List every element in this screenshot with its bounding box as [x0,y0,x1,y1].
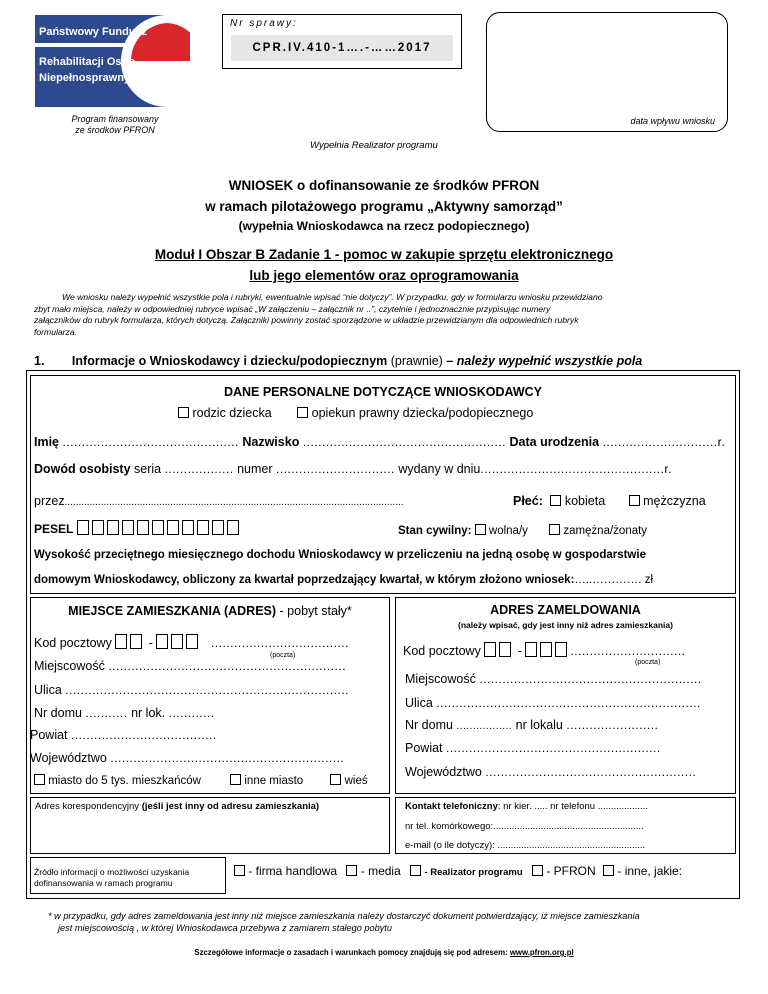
source-other-label: - inne, jakie: [617,864,683,878]
male-label: mężczyzna [643,494,706,508]
pesel-digit-box[interactable] [182,520,194,535]
guardian-checkbox[interactable] [297,407,308,418]
title-line-3: (wypełnia Wnioskodawca na rzecz podopiecznego) [238,219,530,233]
income-currency: zł [644,574,654,586]
village-label: wieś [344,775,368,787]
married-label: zamężna/żonaty [563,525,648,537]
issuer-label: przez [34,494,65,508]
footnote-line-1: * w przypadku, gdy adres zameldowania jest inny niż miejsce zamieszkania należy dostarczyć dokument potwierdzający, iż miejsce zamieszkania [48,911,640,921]
pesel-digit-box[interactable] [92,520,104,535]
id-row [34,462,672,476]
registered-postal-label: Kod pocztowy [403,644,481,658]
civil-status-label: Stan cywilny: [398,525,472,537]
residence-voiv-label: Województwo [30,751,107,765]
source-pfron-label: - PFRON [546,864,596,878]
correspondence-label: Adres korespondencyjny [35,801,140,812]
registered-voiv-label: Województwo [405,765,482,779]
first-name-field[interactable]: .............................................. [62,435,239,449]
source-realizer-label: - Realizator programu [424,867,523,878]
module-line-1: Moduł I Obszar B Zadanie 1 - pomoc w zakupie sprzętu elektronicznego [154,247,614,262]
registered-city-label: Miejscowość [405,672,476,686]
series-field[interactable]: .................. [164,462,234,476]
residence-flat-label: nr lok. [131,706,166,720]
small-town-checkbox[interactable] [34,774,45,785]
filled-by-note: Wypełnia Realizator programu [310,140,438,151]
single-checkbox[interactable] [475,524,486,535]
receipt-stamp-box[interactable] [486,12,728,132]
phone-row [405,801,648,812]
registered-subheading: (należy wpisać, gdy jest inny niż adres zamieszkania) [458,620,673,630]
logo-line-2: Rehabilitacji Osób [39,56,135,68]
registered-city-field[interactable]: .......................................................... [479,672,702,686]
intro-line-3: załączników do rubryk formularza, których dotyczą. Załączniki powinny zostać sporządzone w układzie przewidzianym dla odpowiednich rubryk [34,315,579,325]
source-media-checkbox[interactable] [346,865,357,876]
registered-poczta-note: (poczta) [635,659,661,666]
issuer-row [34,494,404,508]
income-line-1: Wysokość przeciętnego miesięcznego dochodu Wnioskodawcy w przeliczeniu na jedną osobę w gospodarstwie [34,549,646,561]
registered-street-field[interactable]: ..................................................................... [436,696,701,710]
guardian-label: opiekun prawny dziecka/podopiecznego [311,406,534,420]
residence-house-label: Nr domu [34,706,82,720]
married-checkbox[interactable] [549,524,560,535]
civil-status-row [398,524,647,537]
residence-city-label: Miejscowość [34,659,105,673]
registered-county-field[interactable]: ........................................................ [446,741,661,755]
residence-county-field[interactable]: ...................................... [71,728,217,742]
logo-line-3: Niepełnosprawnych [39,72,143,84]
correspondence-row [35,801,319,812]
registered-voiv-row [405,765,696,779]
residence-poczta-note: (poczta) [270,652,296,659]
parent-label: rodzic dziecka [192,406,272,420]
section-note: – należy wypełnić wszystkie pola [446,354,643,368]
source-label-line-2: dofinansowania w ramach programu [34,878,173,888]
receipt-label: data wpływu wniosku [630,116,715,126]
postal-digit-box[interactable] [130,634,142,649]
residence-postal-label: Kod pocztowy [34,636,112,650]
residence-city-field[interactable]: .............................................................. [108,659,347,673]
source-media-label: - media [360,864,401,878]
section-title: Informacje o Wnioskodawcy i dziecku/podopiecznym [71,354,388,368]
series-label: seria [134,462,162,476]
mobile-field[interactable]: nr tel. komórkowego:......................................................... [405,821,644,832]
source-other-checkbox[interactable] [603,865,614,876]
pesel-digit-box[interactable] [122,520,134,535]
registered-street-row [405,696,701,710]
pfron-logo [35,15,190,107]
intro-line-4: formularza. [34,326,77,337]
single-label: wolna/y [488,525,528,537]
pesel-digit-box[interactable] [107,520,119,535]
footnote-line-2: jest miejscowością , w której Wnioskodawca przebywa z zamiarem stałego pobytu [58,923,392,933]
source-shop-checkbox[interactable] [234,865,245,876]
registered-city-row [405,672,702,686]
phone-field[interactable]: : nr kier. ..... nr telefonu ................... [497,801,648,812]
pesel-digit-box[interactable] [152,520,164,535]
registered-house-row [405,718,658,732]
registered-flat-field[interactable]: ........................ [566,718,659,732]
pesel-digit-box[interactable] [212,520,224,535]
case-label: Nr sprawy: [230,18,298,29]
residence-voiv-row [30,751,344,765]
income-field[interactable]: …..…………. [574,574,642,586]
pesel-digit-box[interactable] [77,520,89,535]
residence-heading-suffix: - pobyt stały* [279,604,352,618]
parent-checkbox[interactable] [178,407,189,418]
case-number[interactable]: CPR.IV.410-1….-……2017 [231,35,453,61]
residence-flat-field[interactable]: ............ [168,706,215,720]
pesel-digit-box[interactable] [227,520,239,535]
number-field[interactable]: ............................... [276,462,395,476]
pesel-label: PESEL [34,522,74,536]
postal-digit-box[interactable] [171,634,183,649]
pesel-digit-box[interactable] [137,520,149,535]
registered-voiv-field[interactable]: ....................................................... [485,765,697,779]
section-paren: (prawnie) [390,354,443,368]
source-shop-label: - firma handlowa [248,864,338,878]
sex-label: Płeć: [513,494,543,508]
issued-field[interactable]: ................................................r. [480,462,673,476]
id-doc-label: Dowód osobisty [34,462,131,476]
residence-postal-row [34,634,349,650]
residence-heading-text: MIEJSCE ZAMIESZKANIA (ADRES) [68,604,277,618]
postal-digit-box[interactable] [555,642,567,657]
residence-house-row [34,706,215,720]
postal-separator: - [148,636,153,650]
registered-flat-label: nr lokalu [515,718,563,732]
module-line-2: lub jego elementów oraz oprogramowania [249,268,519,283]
income-line-2 [34,574,653,586]
title-line-1: WNIOSEK o dofinansowanie ze środków PFRON [228,178,540,193]
title-line-2: w ramach pilotażowego programu „Aktywny samorząd” [205,199,563,214]
issuer-field[interactable]: .......................................................................................................................... [64,497,404,508]
logo-line-1: Państwowy Fundusz [39,26,148,38]
residence-county-row [30,728,217,742]
registered-postal-row [403,642,685,658]
pfron-website-link[interactable]: www.pfron.org.pl [509,948,574,957]
source-options [234,864,682,878]
email-field[interactable]: e-mail (o ile dotyczy): ........................................................ [405,840,646,851]
section-number: 1. [34,354,45,368]
postal-digit-box[interactable] [484,642,496,657]
registered-house-field[interactable]: ................. [456,721,513,732]
pesel-digit-box[interactable] [167,520,179,535]
last-name-field[interactable]: ..................................................... [302,435,507,449]
sex-row [513,494,706,508]
postal-digit-box[interactable] [186,634,198,649]
registered-heading: ADRES ZAMELDOWANIA [490,603,641,617]
footer [0,948,768,957]
pesel-boxes[interactable] [77,522,242,536]
postal-digit-box[interactable] [115,634,127,649]
residence-voiv-field[interactable]: ............................................................. [110,751,345,765]
postal-digit-box[interactable] [540,642,552,657]
intro-line-2: zbyt mało miejsca, należy w odpowiedniej rubryce wpisać „W załączeniu – załącznik nr ..”, czytelnie i jednoznacznie przypisując numery [34,303,551,314]
small-town-label: miasto do 5 tys. mieszkańców [48,775,201,787]
intro-text [34,292,734,338]
source-label-line-1: Źródło informacji o możliwości uzyskania [34,867,190,877]
birth-date-label: Data urodzenia [509,435,600,449]
correspondence-note: (jeśli jest inny od adresu zamieszkania) [141,801,320,812]
last-name-label: Nazwisko [242,435,300,449]
registered-county-row [405,741,661,755]
name-row [34,435,725,449]
birth-date-field[interactable]: ..............................r. [602,435,726,449]
program-note-line-1: Program finansowany [71,114,159,124]
residence-city-row [34,659,346,673]
residence-house-field[interactable]: ........... [85,706,128,720]
personal-heading: DANE PERSONALNE DOTYCZĄCE WNIOSKODAWCY [223,385,543,399]
pesel-row [34,520,242,536]
locality-type-row [34,774,368,787]
female-checkbox[interactable] [550,495,561,506]
registered-post-office-field[interactable]: .............................. [570,644,686,658]
section-1-heading [34,354,642,368]
male-checkbox[interactable] [629,495,640,506]
source-label [34,867,189,889]
intro-line-1: We wniosku należy wypełnić wszystkie pola i rubryki, ewentualnie wpisać “nie dotyczy”. W przypadku, gdy w formularzu wniosku przewidziano [62,292,603,302]
postal-digit-box[interactable] [156,634,168,649]
registered-street-label: Ulica [405,696,433,710]
village-checkbox[interactable] [330,774,341,785]
residence-county-label: Powiat [30,728,68,742]
program-note [40,114,190,136]
postal-digit-box[interactable] [499,642,511,657]
female-label: kobieta [564,494,606,508]
residence-street-field[interactable]: .......................................................................... [65,683,349,697]
income-text: domowym Wnioskodawcy, obliczony za kwartał poprzedzający kwartał, w którym złożono wniosek: [34,574,575,586]
footer-text: Szczegółowe informacje o zasadach i warunkach pomocy znajdują się pod adresem: [194,948,510,957]
other-city-label: inne miasto [244,775,304,787]
source-realizer-checkbox[interactable] [410,865,421,876]
postal-digit-box[interactable] [525,642,537,657]
footnote [48,910,640,934]
case-number-box [222,14,462,69]
source-pfron-checkbox[interactable] [532,865,543,876]
registered-house-label: Nr domu [405,718,453,732]
residence-street-row [34,683,349,697]
registered-county-label: Powiat [405,741,443,755]
residence-heading [30,604,390,618]
role-options [178,406,533,420]
program-note-line-2: ze środków PFRON [75,125,155,135]
first-name-label: Imię [34,435,60,449]
postal-separator: - [517,644,522,658]
phone-label: Kontakt telefoniczny [405,801,498,812]
number-label: numer [237,462,273,476]
issued-label: wydany w dniu [398,462,481,476]
residence-post-office-field[interactable]: .................................... [210,636,349,650]
pesel-digit-box[interactable] [197,520,209,535]
other-city-checkbox[interactable] [230,774,241,785]
residence-street-label: Ulica [34,683,62,697]
